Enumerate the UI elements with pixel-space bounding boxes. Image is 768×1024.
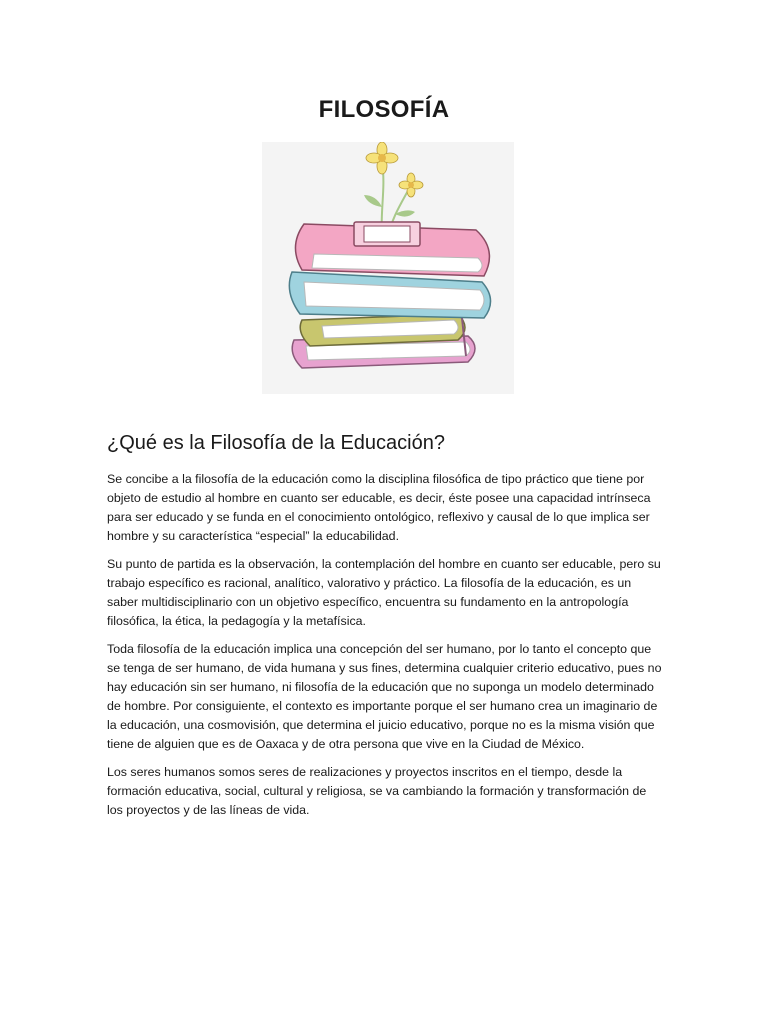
document-body	[107, 470, 663, 829]
paragraph: Toda filosofía de la educación implica una concepción del ser humano, por lo tanto el concepto que se tenga de ser humano, de vida humana y sus fines, determina cualquier criterio educativo, pues no hay educación sin ser humano, ni filosofía de la educación que no suponga un modelo determinado de hombre. Por consiguiente, el contexto es importante porque el ser humano crea un imaginario de la educación, una cosmovisión, que determina el juicio educativo, porque no es la misma visión que tiene de alguien que es de Oaxaca y de otra persona que vive en la Ciudad de México.	[107, 642, 662, 751]
book-stack-with-flowers-icon	[262, 142, 514, 394]
book-pink	[295, 222, 489, 276]
book-blue	[289, 272, 490, 318]
section-heading: ¿Qué es la Filosofía de la Educación?	[107, 432, 445, 454]
page-title: FILOSOFÍA	[318, 96, 450, 123]
paragraph: Se concibe a la filosofía de la educación como la disciplina filosófica de tipo práctico que tiene por objeto de estudio al hombre en cuanto ser educable, es decir, éste posee una capacidad intrínseca para ser educado y se funda en el conocimiento ontológico, reflexivo y causal de lo que implica ser hombre y su característica “especial” la educabilidad.	[107, 472, 651, 543]
flower-heads	[366, 142, 423, 197]
illustration	[262, 142, 514, 394]
paragraph: Los seres humanos somos seres de realizaciones y proyectos inscritos en el tiempo, desde la formación educativa, social, cultural y religiosa, se va cambiando la formación y transformación de los proyectos y de las líneas de vida.	[107, 765, 647, 817]
paragraph: Su punto de partida es la observación, la contemplación del hombre en cuanto ser educable, pero su trabajo específico es racional, analítico, valorativo y práctico. La filosofía de la educación, es un saber multidisciplinario con un objetivo específico, encuentra su fundamento en la antropología filosófica, la ética, la pedagogía y la metafísica.	[107, 557, 661, 628]
